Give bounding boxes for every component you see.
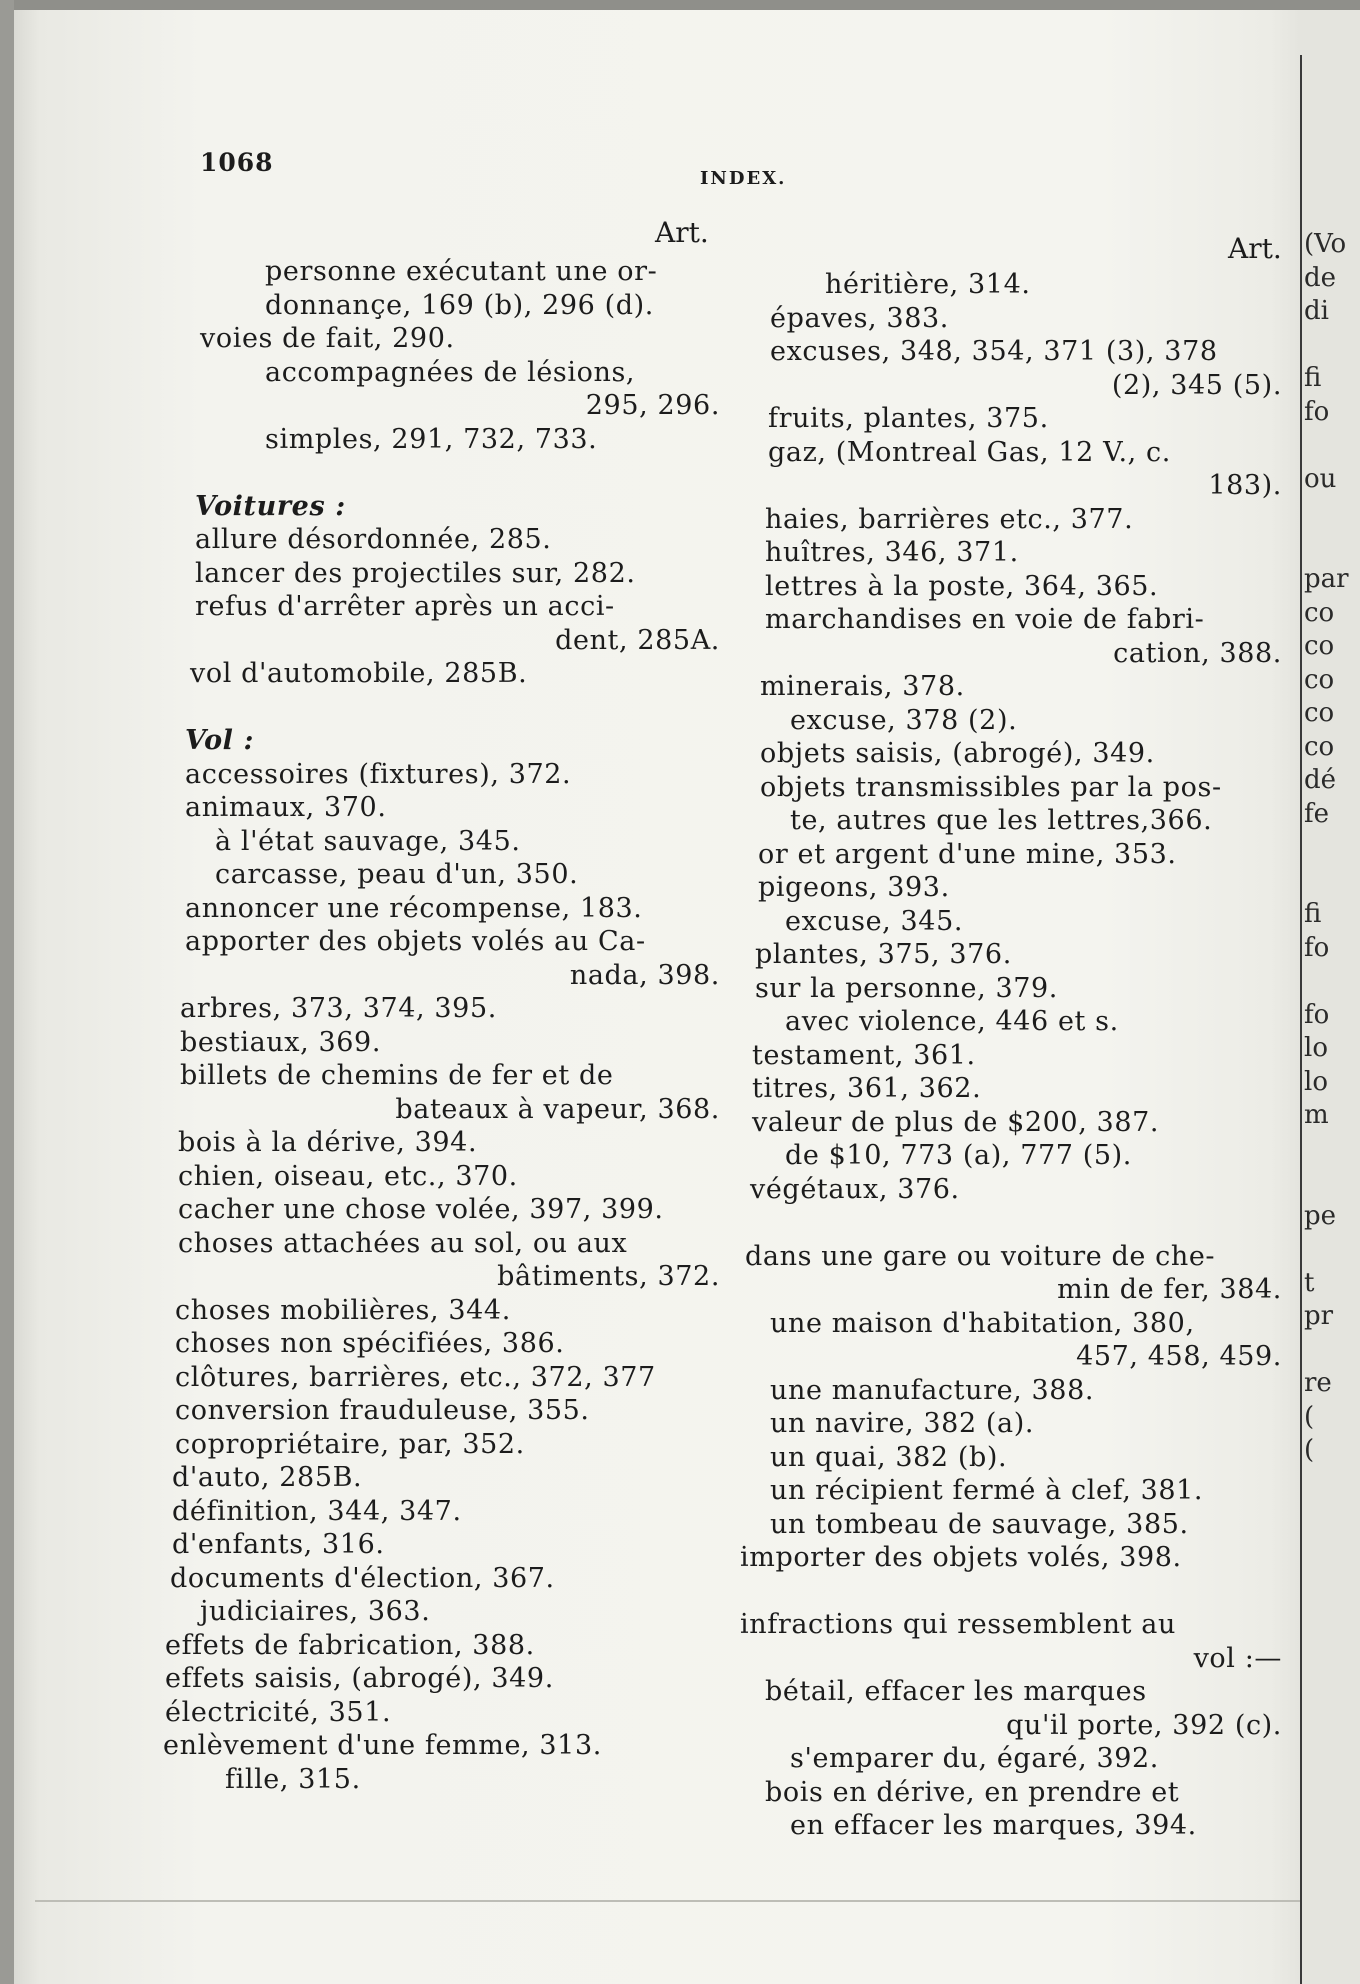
index-entry: annoncer une récompense, 183. xyxy=(185,892,643,924)
facing-page-fragment-line xyxy=(1304,831,1360,865)
index-entry: végétaux, 376. xyxy=(750,1173,960,1205)
index-entry: héritière, 314. xyxy=(825,269,1031,300)
index-entry: carcasse, peau d'un, 350. xyxy=(215,859,579,890)
index-entry: titres, 361, 362. xyxy=(752,1073,982,1104)
index-entry: arbres, 373, 374, 395. xyxy=(180,993,497,1024)
facing-page-fragment-line: m xyxy=(1304,1100,1329,1130)
index-entry: (2), 345 (5). xyxy=(1111,369,1282,401)
index-entry: donnançe, 169 (b), 296 (d). xyxy=(265,289,654,321)
index-entry: dent, 285A. xyxy=(555,624,720,656)
facing-page-fragment-line xyxy=(1304,329,1360,363)
index-entry: vol d'automobile, 285B. xyxy=(190,658,528,689)
index-entry: excuse, 378 (2). xyxy=(790,704,1018,736)
index-entry: sur la personne, 379. xyxy=(755,972,1058,1004)
facing-page-fragment-line: fi xyxy=(1304,899,1322,929)
index-entry: bestiaux, 369. xyxy=(180,1026,381,1058)
index-entry: cation, 388. xyxy=(1113,637,1282,669)
index-spacer xyxy=(740,1575,1282,1609)
facing-page-fragment-line: pr xyxy=(1304,1301,1334,1331)
index-entry: testament, 361. xyxy=(752,1039,976,1071)
facing-page-fragment-line: lo xyxy=(1304,1033,1328,1063)
left-column-art-label: Art. xyxy=(655,216,709,249)
index-entry: qu'il porte, 392 (c). xyxy=(1006,1709,1282,1741)
index-entry: une maison d'habitation, 380, xyxy=(770,1307,1195,1339)
index-entry: enlèvement d'une femme, 313. xyxy=(163,1730,602,1761)
index-entry: épaves, 383. xyxy=(770,302,949,334)
index-heading: Vol : xyxy=(185,725,255,756)
scan-top-edge xyxy=(0,0,1360,10)
index-entry: avec violence, 446 et s. xyxy=(785,1006,1119,1037)
index-entry: un récipient fermé à clef, 381. xyxy=(770,1475,1204,1506)
index-entry: or et argent d'une mine, 353. xyxy=(758,838,1177,870)
index-entry: excuses, 348, 354, 371 (3), 378 xyxy=(770,336,1218,367)
facing-page-fragment-line: par xyxy=(1304,564,1349,594)
facing-page-fragment-line xyxy=(1304,496,1360,530)
facing-page-fragment-line: (Vo xyxy=(1304,229,1347,259)
left-index-column xyxy=(160,255,720,1796)
index-entry: apporter des objets volés au Ca- xyxy=(185,926,646,957)
index-entry: d'auto, 285B. xyxy=(172,1462,363,1493)
index-entry: billets de chemins de fer et de xyxy=(180,1060,614,1091)
facing-page-fragment-line: ( xyxy=(1304,1401,1315,1432)
right-column-art-label: Art. xyxy=(1228,232,1282,265)
index-entry: nada, 398. xyxy=(569,959,720,991)
index-entry: marchandises en voie de fabri- xyxy=(765,604,1205,635)
index-entry: minerais, 378. xyxy=(760,671,965,702)
index-entry: excuse, 345. xyxy=(785,905,964,937)
facing-page-fragment-line: fi xyxy=(1304,363,1322,393)
index-entry: clôtures, barrières, etc., 372, 377 xyxy=(175,1361,656,1393)
facing-page-fragment-line: dé xyxy=(1304,765,1337,795)
facing-page-fragment-line: fo xyxy=(1304,396,1330,427)
index-entry: électricité, 351. xyxy=(165,1696,392,1728)
index-entry: effets saisis, (abrogé), 349. xyxy=(165,1663,554,1694)
facing-page-fragment-line: pe xyxy=(1304,1200,1337,1231)
facing-page-fragment-line: fo xyxy=(1304,932,1330,963)
index-entry: conversion frauduleuse, 355. xyxy=(175,1395,590,1426)
facing-page-fragment-line xyxy=(1304,1133,1360,1167)
facing-page-fragment-line xyxy=(1304,1166,1360,1200)
right-index-column xyxy=(740,268,1282,1843)
index-entry: 183). xyxy=(1208,470,1282,501)
facing-page-fragment-line xyxy=(1304,1233,1360,1267)
page-number: 1068 xyxy=(200,148,274,177)
index-entry: 295, 296. xyxy=(585,390,720,421)
index-entry: judiciaires, 363. xyxy=(200,1596,431,1627)
index-entry: refus d'arrêter après un acci- xyxy=(195,591,615,622)
index-entry: accompagnées de lésions, xyxy=(265,356,636,388)
scan-left-edge xyxy=(0,0,14,1984)
facing-page-fragment-line: co xyxy=(1304,597,1335,628)
index-entry: 457, 458, 459. xyxy=(1076,1341,1282,1372)
index-entry: à l'état sauvage, 345. xyxy=(215,825,521,857)
index-entry: choses attachées au sol, ou aux xyxy=(178,1227,628,1259)
facing-page-fragment-line: co xyxy=(1304,664,1335,695)
index-entry: personne exécutant une or- xyxy=(265,256,658,287)
index-entry: bateaux à vapeur, 368. xyxy=(395,1093,720,1125)
index-entry: min de fer, 384. xyxy=(1057,1274,1282,1305)
facing-page-fragment-line: ( xyxy=(1304,1435,1315,1465)
index-entry: bâtiments, 372. xyxy=(497,1261,720,1292)
page-gutter-line xyxy=(1300,55,1302,1984)
index-entry: allure désordonnée, 285. xyxy=(195,524,552,555)
facing-page-fragment-line: lo xyxy=(1304,1066,1328,1097)
index-entry: accessoires (fixtures), 372. xyxy=(185,758,572,790)
index-entry: s'emparer du, égaré, 392. xyxy=(790,1743,1159,1774)
index-spacer xyxy=(160,691,720,725)
index-entry: bétail, effacer les marques xyxy=(765,1676,1147,1707)
facing-page-fragment-line xyxy=(1304,1334,1360,1368)
running-head: INDEX. xyxy=(700,168,787,189)
index-entry: un navire, 382 (a). xyxy=(770,1408,1035,1439)
index-entry: dans une gare ou voiture de che- xyxy=(745,1240,1216,1272)
index-entry: cacher une chose volée, 397, 399. xyxy=(178,1194,664,1225)
facing-page-fragment-line: t xyxy=(1304,1267,1315,1298)
index-entry: vol :— xyxy=(1193,1642,1282,1674)
facing-page-fragment-line: fe xyxy=(1304,798,1330,829)
index-entry: gaz, (Montreal Gas, 12 V., c. xyxy=(768,436,1171,468)
index-entry: bois en dérive, en prendre et xyxy=(765,1776,1180,1808)
index-entry: infractions qui ressemblent au xyxy=(740,1609,1176,1640)
index-entry: choses mobilières, 344. xyxy=(175,1294,511,1326)
index-entry: fille, 315. xyxy=(225,1763,361,1795)
index-entry: lettres à la poste, 364, 365. xyxy=(765,570,1159,602)
index-entry: lancer des projectiles sur, 282. xyxy=(195,557,636,589)
facing-page-fragment-line: co xyxy=(1304,631,1335,661)
facing-page-fragment-line: ou xyxy=(1304,463,1337,494)
index-entry: copropriétaire, par, 352. xyxy=(175,1428,525,1460)
facing-page-fragment-line: co xyxy=(1304,698,1335,728)
index-entry: voies de fait, 290. xyxy=(200,323,455,354)
facing-page-fragment-line xyxy=(1304,965,1360,999)
index-entry: objets saisis, (abrogé), 349. xyxy=(760,738,1155,769)
facing-page-fragment-line: co xyxy=(1304,731,1335,762)
index-entry: plantes, 375, 376. xyxy=(755,939,1012,970)
index-entry: bois à la dérive, 394. xyxy=(178,1127,478,1158)
index-entry: pigeons, 393. xyxy=(758,872,950,903)
facing-page-fragment-line xyxy=(1304,865,1360,899)
index-entry: animaux, 370. xyxy=(185,792,387,823)
index-entry: de $10, 773 (a), 777 (5). xyxy=(785,1140,1132,1171)
facing-page-fragment-line xyxy=(1304,530,1360,564)
index-entry: un quai, 382 (b). xyxy=(770,1441,1008,1473)
index-heading: Voitures : xyxy=(195,490,346,522)
index-entry: effets de fabrication, 388. xyxy=(165,1629,535,1661)
index-entry: te, autres que les lettres,366. xyxy=(790,805,1213,836)
facing-page-fragment-line xyxy=(1304,429,1360,463)
facing-page-fragment-line: fo xyxy=(1304,999,1330,1030)
index-entry: valeur de plus de $200, 387. xyxy=(752,1106,1160,1138)
index-spacer xyxy=(740,1206,1282,1240)
index-entry: d'enfants, 316. xyxy=(172,1529,385,1560)
index-entry: importer des objets volés, 398. xyxy=(740,1542,1182,1573)
index-entry: un tombeau de sauvage, 385. xyxy=(770,1508,1189,1540)
facing-page-fragment xyxy=(1304,228,1360,1468)
index-entry: huîtres, 346, 371. xyxy=(765,537,1019,568)
index-spacer xyxy=(160,456,720,490)
index-entry: fruits, plantes, 375. xyxy=(768,403,1049,434)
facing-page-fragment-line: di xyxy=(1304,296,1329,326)
index-entry: objets transmissibles par la pos- xyxy=(760,771,1222,803)
index-entry: simples, 291, 732, 733. xyxy=(265,423,598,455)
index-entry: une manufacture, 388. xyxy=(770,1374,1095,1406)
index-entry: chien, oiseau, etc., 370. xyxy=(178,1160,518,1192)
index-entry: documents d'élection, 367. xyxy=(170,1562,555,1594)
page-bottom-edge xyxy=(35,1900,1300,1902)
index-entry: définition, 344, 347. xyxy=(172,1495,462,1527)
index-entry: choses non spécifiées, 386. xyxy=(175,1328,565,1359)
facing-page-fragment-line: de xyxy=(1304,262,1337,293)
index-entry: en effacer les marques, 394. xyxy=(790,1810,1197,1841)
index-entry: haies, barrières etc., 377. xyxy=(765,503,1134,535)
facing-page-fragment-line: re xyxy=(1304,1368,1332,1398)
